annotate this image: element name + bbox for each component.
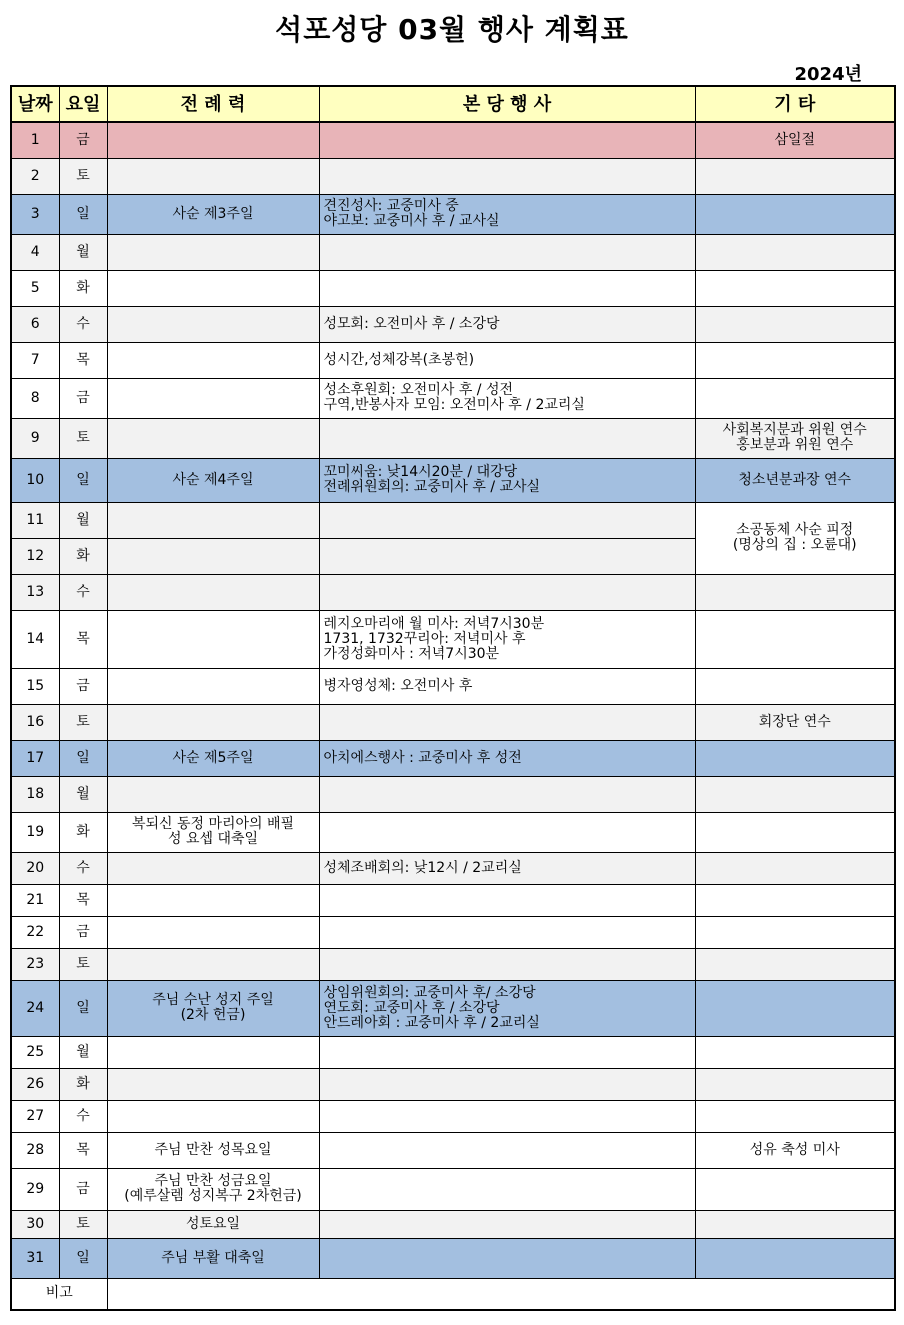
cell-events: 성체조배회의: 낮12시 / 2교리실 (319, 852, 695, 884)
cell-other (695, 342, 895, 378)
cell-liturgy (107, 574, 319, 610)
cell-liturgy (107, 502, 319, 538)
cell-date: 6 (11, 306, 59, 342)
cell-liturgy (107, 776, 319, 812)
cell-liturgy: 사순 제4주일 (107, 458, 319, 502)
schedule-body (11, 122, 895, 1310)
cell-date: 17 (11, 740, 59, 776)
cell-events (319, 916, 695, 948)
cell-other (695, 1036, 895, 1068)
cell-date: 31 (11, 1238, 59, 1278)
table-row (11, 1068, 895, 1100)
table-row (11, 458, 895, 502)
cell-day: 수 (59, 306, 107, 342)
cell-date: 24 (11, 980, 59, 1036)
table-row (11, 306, 895, 342)
cell-date: 19 (11, 812, 59, 852)
schedule-table (10, 85, 896, 1311)
cell-events (319, 1210, 695, 1238)
cell-other (695, 1210, 895, 1238)
cell-day: 금 (59, 916, 107, 948)
table-row (11, 776, 895, 812)
cell-other (695, 1100, 895, 1132)
cell-date: 20 (11, 852, 59, 884)
table-row (11, 704, 895, 740)
cell-other (695, 1238, 895, 1278)
cell-liturgy (107, 1068, 319, 1100)
cell-other (695, 194, 895, 234)
header-date: 날짜 (11, 86, 59, 122)
cell-date: 16 (11, 704, 59, 740)
cell-events: 꼬미씨움: 낮14시20분 / 대강당 전례위원회의: 교중미사 후 / 교사실 (319, 458, 695, 502)
cell-events (319, 158, 695, 194)
cell-other (695, 158, 895, 194)
table-row (11, 122, 895, 158)
cell-day: 수 (59, 1100, 107, 1132)
table-row (11, 668, 895, 704)
cell-events (319, 1100, 695, 1132)
cell-date: 13 (11, 574, 59, 610)
cell-events (319, 574, 695, 610)
table-row (11, 194, 895, 234)
cell-other (695, 980, 895, 1036)
cell-liturgy (107, 122, 319, 158)
cell-other (695, 234, 895, 270)
cell-events (319, 1036, 695, 1068)
cell-liturgy (107, 1036, 319, 1068)
cell-events: 레지오마리애 월 미사: 저녁7시30분 1731, 1732꾸리아: 저녁미사 후 가정성화미사 : 저녁7시30분 (319, 610, 695, 668)
cell-date: 3 (11, 194, 59, 234)
cell-date: 11 (11, 502, 59, 538)
table-row (11, 1036, 895, 1068)
cell-day: 목 (59, 342, 107, 378)
cell-liturgy (107, 1100, 319, 1132)
table-row (11, 980, 895, 1036)
year-label: 2024년 (794, 64, 862, 85)
cell-other: 회장단 연수 (695, 704, 895, 740)
remarks-value (107, 1278, 895, 1310)
cell-day: 화 (59, 812, 107, 852)
table-row (11, 1238, 895, 1278)
cell-day: 일 (59, 458, 107, 502)
remarks-label: 비고 (11, 1278, 107, 1310)
cell-date: 1 (11, 122, 59, 158)
cell-date: 27 (11, 1100, 59, 1132)
cell-day: 금 (59, 378, 107, 418)
cell-events (319, 418, 695, 458)
cell-other (695, 574, 895, 610)
cell-day: 월 (59, 1036, 107, 1068)
cell-events (319, 776, 695, 812)
cell-liturgy (107, 306, 319, 342)
cell-liturgy (107, 538, 319, 574)
cell-events (319, 1168, 695, 1210)
cell-events: 성소후원회: 오전미사 후 / 성전 구역,반봉사자 모임: 오전미사 후 / 2교리실 (319, 378, 695, 418)
cell-events: 병자영성체: 오전미사 후 (319, 668, 695, 704)
cell-day: 월 (59, 502, 107, 538)
table-row (11, 610, 895, 668)
cell-liturgy (107, 378, 319, 418)
cell-liturgy: 주님 만찬 성목요일 (107, 1132, 319, 1168)
remarks-row (11, 1278, 895, 1310)
cell-other (695, 916, 895, 948)
cell-events (319, 948, 695, 980)
cell-date: 25 (11, 1036, 59, 1068)
cell-day: 토 (59, 418, 107, 458)
cell-events (319, 704, 695, 740)
cell-other (695, 852, 895, 884)
cell-day: 수 (59, 852, 107, 884)
cell-date: 7 (11, 342, 59, 378)
table-row (11, 234, 895, 270)
cell-other: 소공동체 사순 피정 (명상의 집 : 오륜대) (695, 502, 895, 574)
cell-day: 목 (59, 610, 107, 668)
cell-other: 사회복지분과 위원 연수 홍보분과 위원 연수 (695, 418, 895, 458)
page-title: 석포성당 03월 행사 계획표 (275, 13, 629, 46)
cell-date: 10 (11, 458, 59, 502)
cell-other (695, 884, 895, 916)
table-row (11, 1100, 895, 1132)
header-row (11, 86, 895, 122)
header-events: 본 당 행 사 (319, 86, 695, 122)
cell-other (695, 1168, 895, 1210)
table-row (11, 1210, 895, 1238)
cell-liturgy (107, 916, 319, 948)
cell-liturgy: 주님 수난 성지 주일 (2차 헌금) (107, 980, 319, 1036)
cell-date: 2 (11, 158, 59, 194)
cell-day: 토 (59, 158, 107, 194)
cell-liturgy (107, 270, 319, 306)
table-row (11, 1168, 895, 1210)
cell-date: 14 (11, 610, 59, 668)
cell-date: 26 (11, 1068, 59, 1100)
table-row (11, 502, 895, 538)
cell-day: 월 (59, 776, 107, 812)
cell-date: 4 (11, 234, 59, 270)
cell-other (695, 668, 895, 704)
cell-date: 29 (11, 1168, 59, 1210)
cell-events: 아치에스행사 : 교중미사 후 성전 (319, 740, 695, 776)
cell-events (319, 1132, 695, 1168)
cell-liturgy: 사순 제5주일 (107, 740, 319, 776)
cell-events (319, 812, 695, 852)
table-row (11, 740, 895, 776)
cell-date: 18 (11, 776, 59, 812)
cell-liturgy (107, 704, 319, 740)
header-day: 요일 (59, 86, 107, 122)
table-row (11, 342, 895, 378)
cell-date: 21 (11, 884, 59, 916)
header-liturgy: 전 례 력 (107, 86, 319, 122)
cell-date: 30 (11, 1210, 59, 1238)
cell-day: 일 (59, 194, 107, 234)
table-row (11, 574, 895, 610)
cell-liturgy (107, 418, 319, 458)
cell-other (695, 1068, 895, 1100)
cell-other: 청소년분과장 연수 (695, 458, 895, 502)
cell-day: 일 (59, 980, 107, 1036)
cell-day: 목 (59, 884, 107, 916)
cell-day: 월 (59, 234, 107, 270)
cell-day: 일 (59, 1238, 107, 1278)
cell-day: 화 (59, 270, 107, 306)
cell-events: 성모회: 오전미사 후 / 소강당 (319, 306, 695, 342)
cell-events (319, 1238, 695, 1278)
cell-events: 성시간,성체강복(초봉헌) (319, 342, 695, 378)
cell-liturgy (107, 610, 319, 668)
cell-liturgy (107, 158, 319, 194)
cell-other (695, 740, 895, 776)
cell-day: 수 (59, 574, 107, 610)
table-row (11, 158, 895, 194)
cell-day: 화 (59, 538, 107, 574)
table-row (11, 418, 895, 458)
table-row (11, 948, 895, 980)
cell-day: 목 (59, 1132, 107, 1168)
table-row (11, 270, 895, 306)
cell-events (319, 1068, 695, 1100)
cell-liturgy: 주님 만찬 성금요일 (예루살렘 성지복구 2차헌금) (107, 1168, 319, 1210)
cell-liturgy (107, 948, 319, 980)
cell-liturgy (107, 234, 319, 270)
cell-date: 22 (11, 916, 59, 948)
cell-events: 상임위원회의: 교중미사 후/ 소강당 연도회: 교중미사 후 / 소강당 안드레아회 : 교중미사 후 / 2교리실 (319, 980, 695, 1036)
cell-day: 토 (59, 1210, 107, 1238)
cell-day: 일 (59, 740, 107, 776)
cell-liturgy (107, 852, 319, 884)
cell-date: 8 (11, 378, 59, 418)
cell-other (695, 378, 895, 418)
cell-liturgy: 성토요일 (107, 1210, 319, 1238)
cell-events (319, 122, 695, 158)
cell-other (695, 306, 895, 342)
cell-day: 금 (59, 122, 107, 158)
cell-liturgy (107, 884, 319, 916)
table-row (11, 884, 895, 916)
cell-other (695, 270, 895, 306)
cell-day: 토 (59, 948, 107, 980)
table-row (11, 812, 895, 852)
cell-date: 28 (11, 1132, 59, 1168)
cell-day: 화 (59, 1068, 107, 1100)
cell-date: 5 (11, 270, 59, 306)
cell-other: 성유 축성 미사 (695, 1132, 895, 1168)
cell-liturgy: 복되신 동정 마리아의 배필 성 요셉 대축일 (107, 812, 319, 852)
cell-liturgy: 주님 부활 대축일 (107, 1238, 319, 1278)
cell-other (695, 776, 895, 812)
table-row (11, 852, 895, 884)
header-other: 기 타 (695, 86, 895, 122)
cell-date: 9 (11, 418, 59, 458)
cell-date: 23 (11, 948, 59, 980)
cell-day: 토 (59, 704, 107, 740)
cell-events (319, 270, 695, 306)
table-row (11, 378, 895, 418)
cell-events: 견진성사: 교중미사 중 야고보: 교중미사 후 / 교사실 (319, 194, 695, 234)
cell-liturgy (107, 342, 319, 378)
cell-events (319, 884, 695, 916)
table-row (11, 916, 895, 948)
cell-day: 금 (59, 668, 107, 704)
cell-date: 15 (11, 668, 59, 704)
cell-liturgy: 사순 제3주일 (107, 194, 319, 234)
cell-events (319, 538, 695, 574)
cell-day: 금 (59, 1168, 107, 1210)
cell-other (695, 948, 895, 980)
cell-events (319, 502, 695, 538)
cell-events (319, 234, 695, 270)
cell-liturgy (107, 668, 319, 704)
cell-date: 12 (11, 538, 59, 574)
cell-other: 삼일절 (695, 122, 895, 158)
cell-other (695, 610, 895, 668)
table-row (11, 1132, 895, 1168)
cell-other (695, 812, 895, 852)
